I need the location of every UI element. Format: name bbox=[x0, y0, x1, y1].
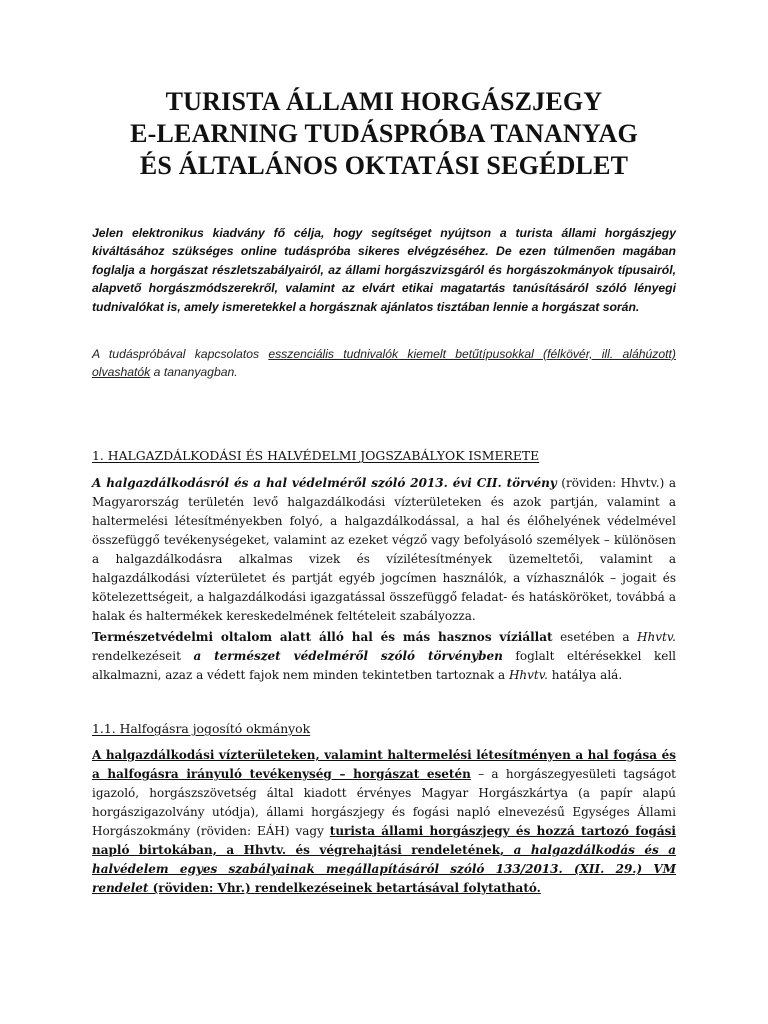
vm-decree-title: a halgazdálkodás és a halvédelem egyes szabályainak megállapításáról szóló 133/2013. (XII. 29.) VM rendelet bbox=[92, 843, 676, 895]
decree-compliance-text: (röviden: Vhr.) rendelkezéseinek betartásával folytatható. bbox=[148, 881, 541, 895]
section-1-1-heading: 1.1. Halfogásra jogosító okmányok bbox=[92, 721, 311, 736]
nature-protection-law: a természet védelméről szóló törvényben bbox=[193, 649, 503, 663]
law-title: A halgazdálkodásról és a hal védelméről szóló 2013. évi CII. törvény bbox=[92, 476, 557, 490]
paragraph-2-text: esetében a bbox=[552, 630, 638, 644]
paragraph-2-text: hatálya alá. bbox=[547, 668, 623, 682]
section-1-1-paragraph bbox=[92, 746, 676, 898]
title-line-1: TURISTA ÁLLAMI HORGÁSZJEGY bbox=[165, 87, 603, 116]
section-1-paragraph-1 bbox=[92, 474, 676, 626]
protected-species-term: Természetvédelmi oltalom alatt álló hal és más hasznos víziállat bbox=[92, 630, 553, 644]
emphasis-note bbox=[92, 346, 676, 381]
paragraph-3-text: – a horgászegyesületi tagságot igazoló, horgászszövetség által kiadott érvényes Magyar Horgászkártya (a papír alapú horgászigazolvány utódja), állami horgászjegy és fogási napló elnevezésű Egységes Állami Horgászokmány (röviden: EÁH) vagy bbox=[92, 767, 676, 838]
hhvtv-ref: Hhvtv. bbox=[508, 668, 548, 682]
section-1-heading: 1. HALGAZDÁLKODÁSI ÉS HALVÉDELMI JOGSZABÁLYOK ISMERETE bbox=[92, 448, 540, 463]
section-1-paragraph-2 bbox=[92, 628, 676, 685]
note-text-before: A tudáspróbával kapcsolatos bbox=[92, 347, 269, 361]
hhvtv-ref: Hhvtv. bbox=[637, 630, 676, 644]
fishing-rights-lead: A halgazdálkodási vízterületeken, valamint haltermelési létesítményen a hal fogása és a halfogásra irányuló tevékenység – horgászat esetén bbox=[92, 748, 676, 781]
note-text-after: a tananyagban. bbox=[150, 364, 238, 379]
title-line-2: E-LEARNING TUDÁSPRÓBA TANANYAG bbox=[130, 119, 638, 148]
paragraph-2-text: rendelkezéseit bbox=[92, 649, 194, 663]
title-line-3: ÉS ÁLTALÁNOS OKTATÁSI SEGÉDLET bbox=[139, 151, 629, 180]
document-title bbox=[92, 86, 676, 182]
note-text-underlined: esszenciális tudnivalók kiemelt betűtípusokkal (félkövér, ill. aláhúzott) olvashatók bbox=[92, 347, 676, 379]
tourist-license-text: turista állami horgászjegy és hozzá tartozó fogási napló birtokában, a Hhvtv. és végrehajtási rendeletének, bbox=[92, 824, 676, 857]
paragraph-2-text: foglalt eltérésekkel kell alkalmazni, azaz a védett fajok nem minden tekintetben tartoznak a bbox=[92, 649, 676, 682]
paragraph-1-body: (röviden: Hhvtv.) a Magyarország területén levő halgazdálkodási vízterületeken és azok partján, valamint a haltermelési létesítményekben folyó, a halgazdálkodással, a hal és élőhelyének védelmével összefüggő tevékenységeket, valamint az ezeket végző vagy befolyásoló személyek – különösen a halgazdálkodásra alkalmas vizek és vízilétesítmények üzemeltetői, valamint a halgazdálkodási vízterületet és partját egyéb jogcímen használók, a vízhasználók – jogait és kötelezettségeit, a halgazdálkodási igazgatással összefüggő feladat- és hatásköröket, továbbá a halak és haltermékek kereskedelmének feltételeit szabályozza. bbox=[92, 476, 676, 623]
intro-paragraph: Jelen elektronikus kiadvány fő célja, hogy segítséget nyújtson a turista állami horgászjegy kiváltásához szükséges online tudáspróba sikeres elvégzéséhez. De ezen túlmenően magában foglalja a horgászat részletszabályairól, az állami horgászvizsgáról és horgászokmányok típusairól, alapvető horgászmódszerekről, valamint az elvárt etikai magatartás tanúsításáról szóló lényegi tudnivalókat is, amely ismeretekkel a horgásznak ajánlatos tisztában lennie a horgászat során. bbox=[92, 226, 676, 314]
